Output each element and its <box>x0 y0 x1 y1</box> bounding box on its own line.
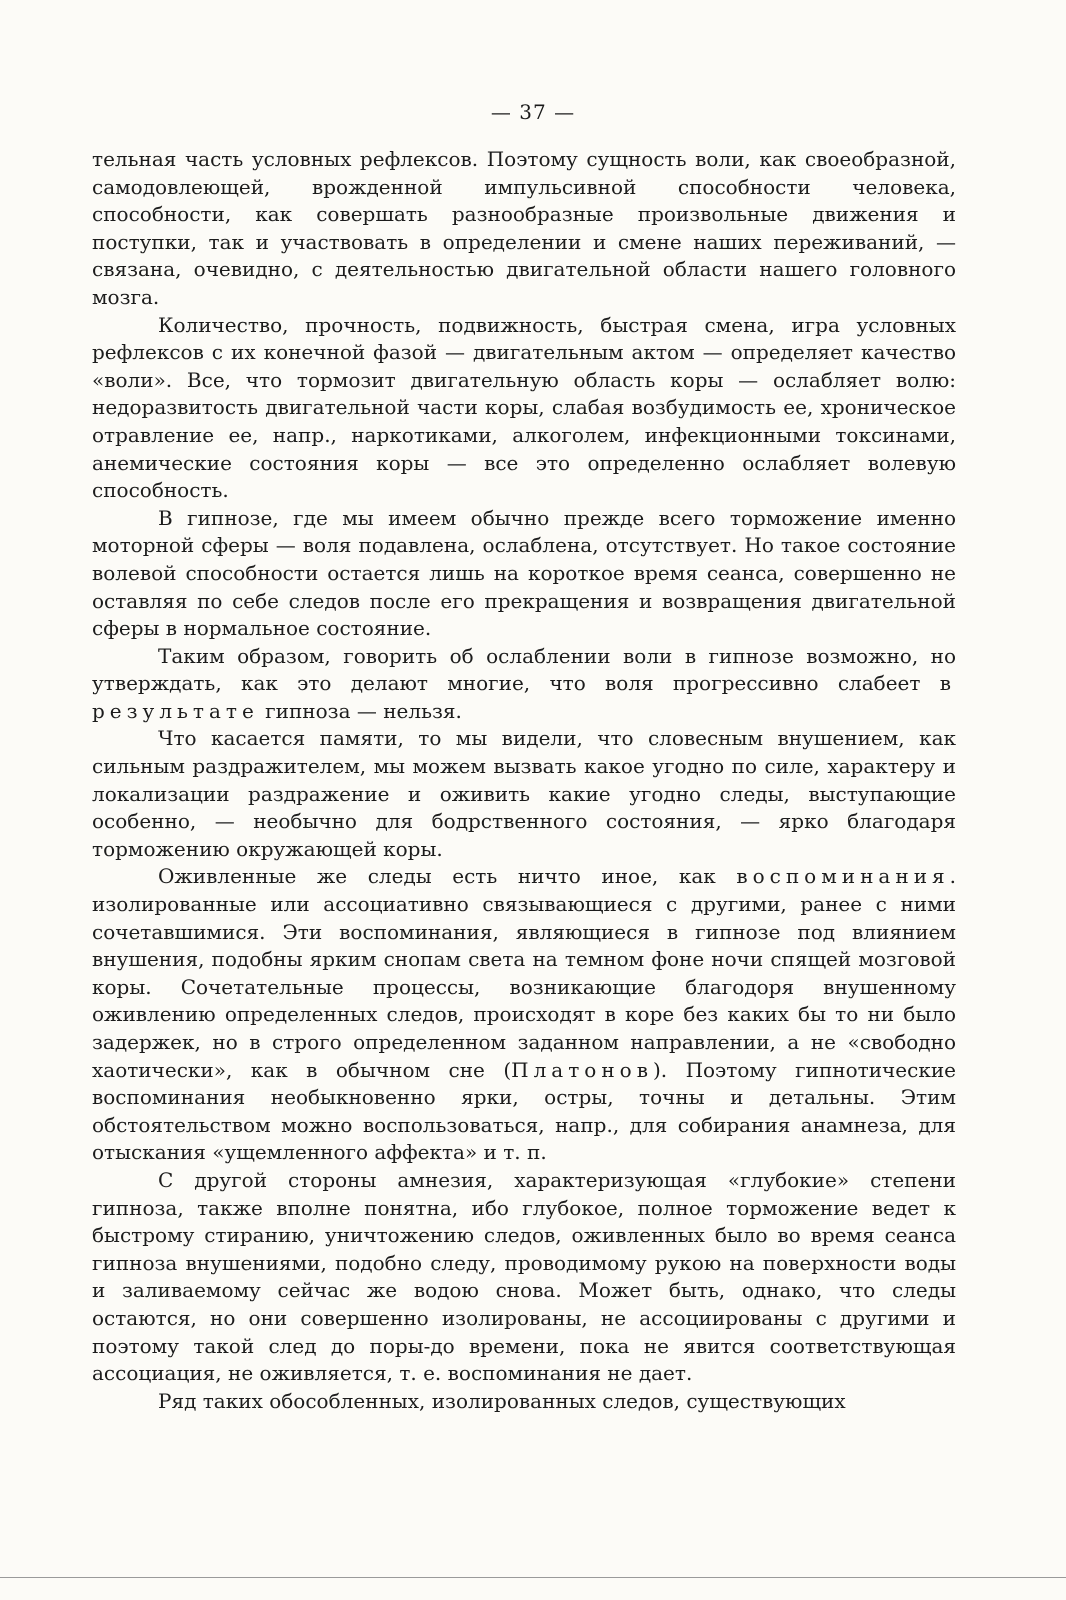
paragraph-text: ). Поэтому гипнотические воспоминания необыкновенно ярки, остры, точны и детальны. Этим обстоятельством можно воспользоваться, напр., для собирания анамнеза, для отыскания «ущемленного аффекта» и т. п. <box>92 1057 956 1165</box>
paragraph-8 <box>92 1388 956 1416</box>
paragraph-3 <box>92 505 956 643</box>
spaced-emphasis-text: в результате <box>92 671 956 723</box>
paragraph-text: . изолированные или ассоциативно связывающиеся с другими, ранее с ними сочетавшимися. Эти воспоминания, являющиеся в гипнозе под влиянием внушения, подобны ярким снопам света на темном фоне ночи спящей мозговой коры. Сочетательные процессы, возникающие благодоря внушенному оживлению определенных следов, происходят в коре без каких бы то ни было задержек, но в строго определенном заданном направлении, а не «свободно хаотически», как в обычном сне ( <box>92 864 956 1082</box>
paragraph-text: Ряд таких обособленных, изолированных следов, существующих <box>158 1388 846 1413</box>
scan-edge-line <box>0 1577 1066 1578</box>
page-number: — 37 — <box>490 100 576 124</box>
paragraph-text: гипноза — нельзя. <box>258 698 462 723</box>
paragraph-text: Оживленные же следы есть ничто иное, как <box>158 864 737 889</box>
paragraph-text: В гипнозе, где мы имеем обычно прежде всего торможение именно моторной сферы — воля подавлена, ослаблена, отсутствует. Но такое состояние волевой способности остается лишь на короткое время сеанса, совершенно не оставляя по себе следов после его прекращения и возвращения двигательной сферы в нормальное состояние. <box>92 505 956 641</box>
paragraph-text: тельная часть условных рефлексов. Поэтому сущность воли, как своеобразной, самодовлеющей, врожденной импульсивной способности человека, способности, как совершать разнообразные произвольные движения и поступки, так и участвовать в определении и смене наших переживаний, — связана, очевидно, с деятельностью двигательной области нашего головного мозга. <box>92 147 956 309</box>
paragraph-6 <box>92 863 956 1167</box>
paragraph-text: Что касается памяти, то мы видели, что словесным внушением, как сильным раздражителем, мы можем вызвать какое угодно по силе, характеру и локализации раздражение и оживить какие угодно следы, выступающие особенно, — необычно для бодрственного состояния, — ярко благодаря торможению окружающей коры. <box>92 726 956 861</box>
paragraph-text: Таким образом, говорить об ослаблении воли в гипнозе возможно, но утверждать, как это делают многие, что воля прогрессивно слабеет <box>92 643 956 696</box>
paragraph-text: Количество, прочность, подвижность, быстрая смена, игра условных рефлексов с их конечной фазой — двигательным актом — определяет качество «воли». Все, что тормозит двигательную область коры — ослабляет волю: недоразвитость двигательной части коры, слабая возбудимость ее, хроническое отравление ее, напр., наркотиками, алкоголем, инфекционными токсинами, анемические состояния коры — все это определенно ослабляет волевую способность. <box>92 312 956 503</box>
paragraph-5 <box>92 725 956 863</box>
spaced-emphasis-text: воспоминания <box>736 864 950 889</box>
paragraph-4 <box>92 643 956 726</box>
paragraph-7 <box>92 1167 956 1388</box>
paragraph-text: С другой стороны амнезия, характеризующая «глубокие» степени гипноза, также вполне понятна, ибо глубокое, полное торможение ведет к быстрому стиранию, уничтожению следов, оживленных было во время сеанса гипноза внушениями, подобно следу, проводимому рукою на поверхности воды и заливаемому сейчас же водою снова. Может быть, однако, что следы остаются, но они совершенно изолированы, не ассоциированы с другими и поэтому такой след до поры-до времени, пока не явится соответствующая ассоциация, не оживляется, т. е. воспоминания не дает. <box>92 1167 956 1386</box>
paragraph-1 <box>92 146 956 312</box>
spaced-emphasis-text: Платонов <box>511 1057 653 1082</box>
page-text-body <box>92 146 956 1415</box>
paragraph-2 <box>92 312 956 505</box>
